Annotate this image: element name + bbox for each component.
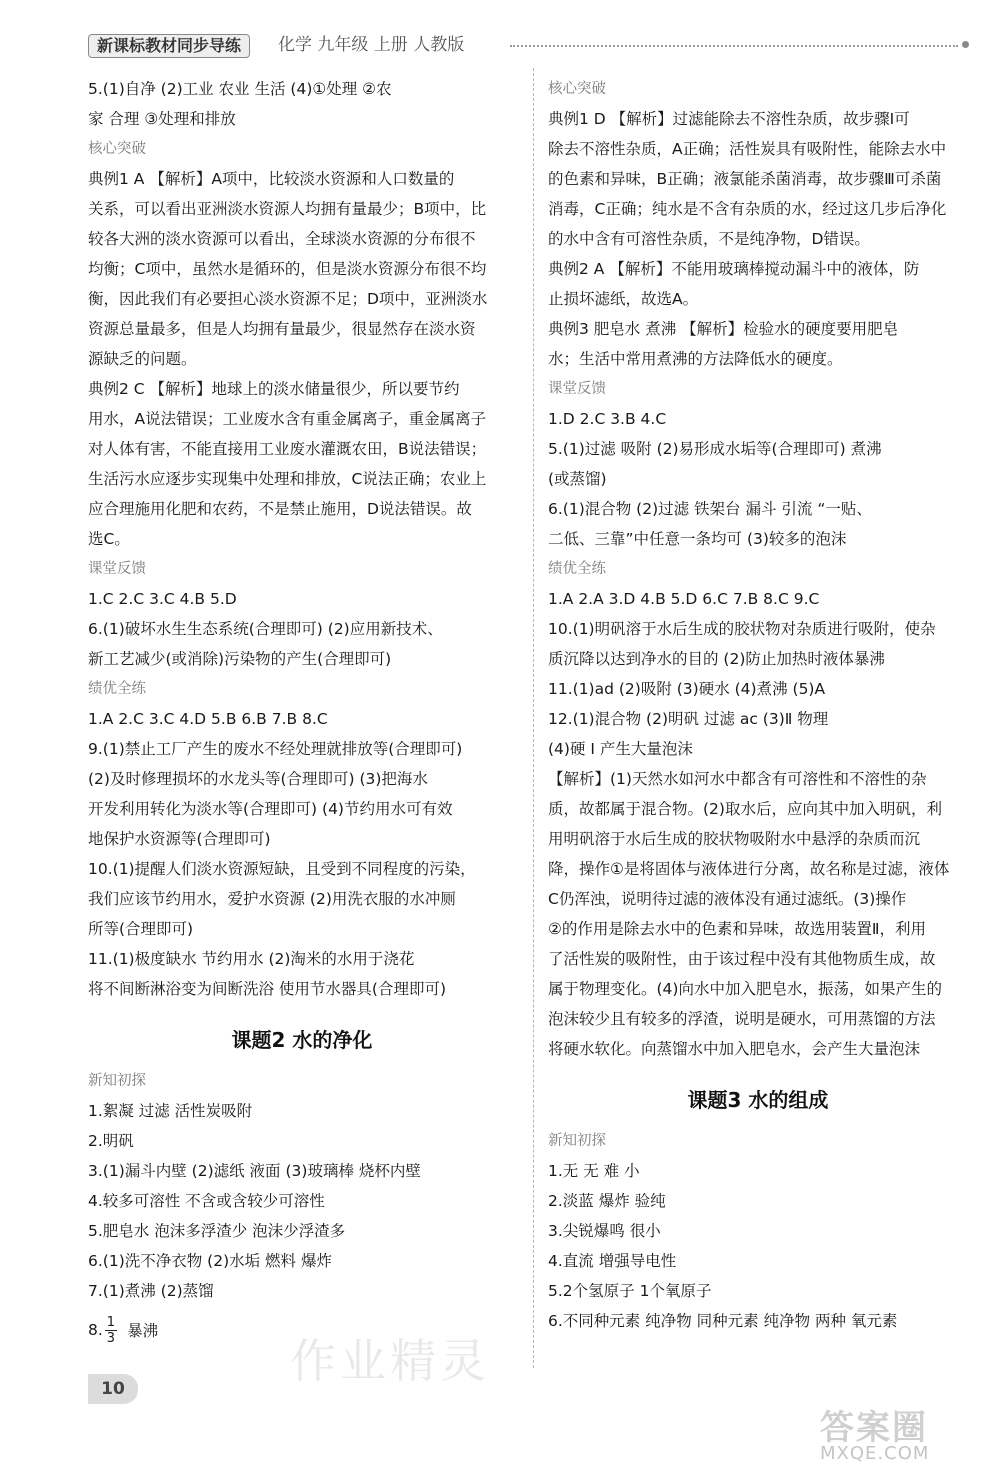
book-subtitle: 化学 九年级 上册 人教版 — [278, 35, 465, 55]
text-line: 6.不同种元素 纯净物 同种元素 纯净物 两种 氧元素 — [548, 1312, 898, 1330]
answer-block — [88, 1096, 516, 1306]
text-line: 降，操作①是将固体与液体进行分离，故名称是过滤，液体 — [548, 860, 950, 878]
fraction-numerator: 1 — [106, 1314, 116, 1330]
text-line: 1.A 2.C 3.C 4.D 5.B 6.B 7.B 8.C — [88, 710, 328, 728]
text-line: 质，故都属于混合物。(2)取水后，应向其中加入明矾，利 — [548, 800, 942, 818]
header-dotted-rule — [510, 45, 958, 47]
text-line: 的色素和异味，B正确；液氯能杀菌消毒，故步骤Ⅲ可杀菌 — [548, 170, 942, 188]
text-line: 源缺乏的问题。 — [88, 350, 197, 368]
text-line: 5.(1)过滤 吸附 (2)易形成水垢等(合理即可) 煮沸 — [548, 440, 882, 458]
text-line: ②的作用是除去水中的色素和异味，故选用装置Ⅱ，利用 — [548, 920, 927, 938]
series-title: 新课标教材同步导练 — [88, 34, 250, 58]
text-line: 生活污水应逐步实现集中处理和排放，C说法正确；农业上 — [88, 470, 487, 488]
text-line: 质沉降以达到净水的目的 (2)防止加热时液体暴沸 — [548, 650, 885, 668]
section-heading-core: 核心突破 — [548, 81, 606, 97]
text-line: 11.(1)ad (2)吸附 (3)硬水 (4)煮沸 (5)A — [548, 680, 826, 698]
text-line: 的水中含有可溶性杂质，不是纯净物，D错误。 — [548, 230, 870, 248]
text-line: 4.直流 增强导电性 — [548, 1252, 677, 1270]
text-line: 典例3 肥皂水 煮沸 【解析】检验水的硬度要用肥皂 — [548, 320, 899, 338]
text-line: C仍浑浊，说明待过滤的液体没有通过滤纸。(3)操作 — [548, 890, 907, 908]
text-line: 1.D 2.C 3.B 4.C — [548, 410, 667, 428]
text-line: 【解析】(1)天然水如河水中都含有可溶性和不溶性的杂 — [548, 770, 927, 788]
text-line: 了活性炭的吸附性，由于该过程中没有其他物质生成，故 — [548, 950, 936, 968]
section-heading-excel: 绩优全练 — [548, 561, 606, 577]
logo-mark: 答案圈 — [820, 1408, 928, 1448]
text-line: 将硬水软化。向蒸馏水中加入肥皂水，会产生大量泡沫 — [548, 1040, 921, 1058]
text-line: 典例1 D 【解析】过滤能除去不溶性杂质，故步骤Ⅰ可 — [548, 110, 910, 128]
text-line: 5.(1)自净 (2)工业 农业 生活 (4)①处理 ②农 — [88, 80, 392, 98]
text-line: 资源总量最多，但是人均拥有量最少，很显然存在淡水资 — [88, 320, 476, 338]
text-line: 较各大洲的淡水资源可以看出，全球淡水资源的分布很不 — [88, 230, 476, 248]
brand-logo — [820, 1400, 970, 1462]
page-header — [88, 34, 968, 58]
text-line: 1.A 2.A 3.D 4.B 5.D 6.C 7.B 8.C 9.C — [548, 590, 820, 608]
text-line: (或蒸馏) — [548, 470, 607, 488]
text-line: 2.淡蓝 爆炸 验纯 — [548, 1192, 666, 1210]
text-line: 4.较多可溶性 不含或含较少可溶性 — [88, 1192, 325, 1210]
answer-block — [548, 404, 968, 554]
text-line: 用水，A说法错误；工业废水含有重金属离子，重金属离子 — [88, 410, 487, 428]
answer-block — [88, 704, 516, 1004]
header-bullet — [962, 41, 969, 48]
text-line: 二低、三靠”中任意一条均可 (3)较多的泡沫 — [548, 530, 847, 548]
column-divider — [533, 68, 534, 1368]
text-line: (2)及时修理损坏的水龙头等(合理即可) (3)把海水 — [88, 770, 428, 788]
text-line: 3.(1)漏斗内壁 (2)滤纸 液面 (3)玻璃棒 烧杯内壁 — [88, 1162, 421, 1180]
text-line: 11.(1)极度缺水 节约用水 (2)淘米的水用于浇花 — [88, 950, 415, 968]
text-line: 6.(1)混合物 (2)过滤 铁架台 漏斗 引流 “一贴、 — [548, 500, 872, 518]
text-line: 所等(合理即可) — [88, 920, 194, 938]
text-line: 关系，可以看出亚洲淡水资源人均拥有量最少；B项中，比 — [88, 200, 487, 218]
text-line: 9.(1)禁止工厂产生的废水不经处理就排放等(合理即可) — [88, 740, 463, 758]
section-heading-feedback: 课堂反馈 — [88, 561, 146, 577]
text-line: 用明矾溶于水后生成的胶状物吸附水中悬浮的杂质而沉 — [548, 830, 921, 848]
item-number: 8. — [88, 1321, 103, 1339]
text-line: 选C。 — [88, 530, 130, 548]
lesson-title: 课题3 水的组成 — [687, 1088, 829, 1112]
text-line: 典例2 A 【解析】不能用玻璃棒搅动漏斗中的液体，防 — [548, 260, 920, 278]
answer-block — [548, 1156, 968, 1336]
text-line: 1.絮凝 过滤 活性炭吸附 — [88, 1102, 253, 1120]
answer-block — [88, 164, 516, 554]
text-line: 衡，因此我们有必要担心淡水资源不足；D项中，亚洲淡水 — [88, 290, 488, 308]
section-heading-excel: 绩优全练 — [88, 681, 146, 697]
text-line: 我们应该节约用水，爱护水资源 (2)用洗衣服的水冲厕 — [88, 890, 456, 908]
text-line: 家 合理 ③处理和排放 — [88, 110, 236, 128]
text-line: 止损坏滤纸，故选A。 — [548, 290, 699, 308]
section-heading-new: 新知初探 — [548, 1133, 606, 1149]
text-line: 均衡；C项中，虽然水是循环的，但是淡水资源分布很不均 — [88, 260, 487, 278]
answer-block — [88, 74, 516, 134]
text-line: 新工艺减少(或消除)污染物的产生(合理即可) — [88, 650, 392, 668]
logo-site: MXQE.COM — [820, 1443, 930, 1464]
answer-block — [88, 584, 516, 674]
text-line: 对人体有害，不能直接用工业废水灌溉农田，B说法错误； — [88, 440, 487, 458]
section-heading-new: 新知初探 — [88, 1073, 146, 1089]
section-heading-core: 核心突破 — [88, 141, 146, 157]
text-line: 3.尖锐爆鸣 很小 — [548, 1222, 661, 1240]
text-line: 开发利用转化为淡水等(合理即可) (4)节约用水可有效 — [88, 800, 453, 818]
left-column — [88, 74, 516, 1354]
section-heading-feedback: 课堂反馈 — [548, 381, 606, 397]
text-line: 消毒，C正确；纯水是不含有杂质的水，经过这几步后净化 — [548, 200, 947, 218]
text-line: 10.(1)提醒人们淡水资源短缺，且受到不同程度的污染， — [88, 860, 476, 878]
text-line: 6.(1)破坏水生生态系统(合理即可) (2)应用新技术、 — [88, 620, 443, 638]
watermark: 作业精灵 — [290, 1334, 490, 1388]
answer-block — [548, 104, 968, 374]
text-line: 10.(1)明矾溶于水后生成的胶状物对杂质进行吸附，使杂 — [548, 620, 936, 638]
fraction — [105, 1315, 117, 1346]
text-line: 泡沫较少且有较多的浮渣，说明是硬水，可用蒸馏的方法 — [548, 1010, 936, 1028]
page-number: 10 — [88, 1374, 138, 1404]
text-line: 应合理施用化肥和农药，不是禁止施用，D说法错误。故 — [88, 500, 472, 518]
right-column — [548, 74, 968, 1336]
text-line: 将不间断淋浴变为间断洗浴 使用节水器具(合理即可) — [88, 980, 447, 998]
text-line: 典例1 A 【解析】A项中，比较淡水资源和人口数量的 — [88, 170, 455, 188]
text-line: 水；生活中常用煮沸的方法降低水的硬度。 — [548, 350, 843, 368]
text-line: 7.(1)煮沸 (2)蒸馏 — [88, 1282, 214, 1300]
text-line: 1.C 2.C 3.C 4.B 5.D — [88, 590, 237, 608]
lesson-title: 课题2 水的净化 — [231, 1028, 373, 1052]
text-line: 6.(1)洗不净衣物 (2)水垢 燃料 爆炸 — [88, 1252, 332, 1270]
text-line: 5.2个氢原子 1个氧原子 — [548, 1282, 712, 1300]
text-line: 12.(1)混合物 (2)明矾 过滤 ac (3)Ⅱ 物理 — [548, 710, 829, 728]
fraction-denominator: 3 — [106, 1330, 116, 1346]
text-line: 地保护水资源等(合理即可) — [88, 830, 271, 848]
text-line: (4)硬 Ⅰ 产生大量泡沫 — [548, 740, 693, 758]
text-line: 2.明矾 — [88, 1132, 134, 1150]
text-line: 1.无 无 难 小 — [548, 1162, 640, 1180]
text-line: 属于物理变化。(4)向水中加入肥皂水，振荡，如果产生的 — [548, 980, 942, 998]
answer-block — [548, 584, 968, 1064]
text-line: 5.肥皂水 泡沫多浮渣少 泡沫少浮渣多 — [88, 1222, 346, 1240]
text-line: 典例2 C 【解析】地球上的淡水储量很少，所以要节约 — [88, 380, 460, 398]
item-text: 暴沸 — [127, 1322, 159, 1340]
text-line: 除去不溶性杂质，A正确；活性炭具有吸附性，能除去水中 — [548, 140, 947, 158]
